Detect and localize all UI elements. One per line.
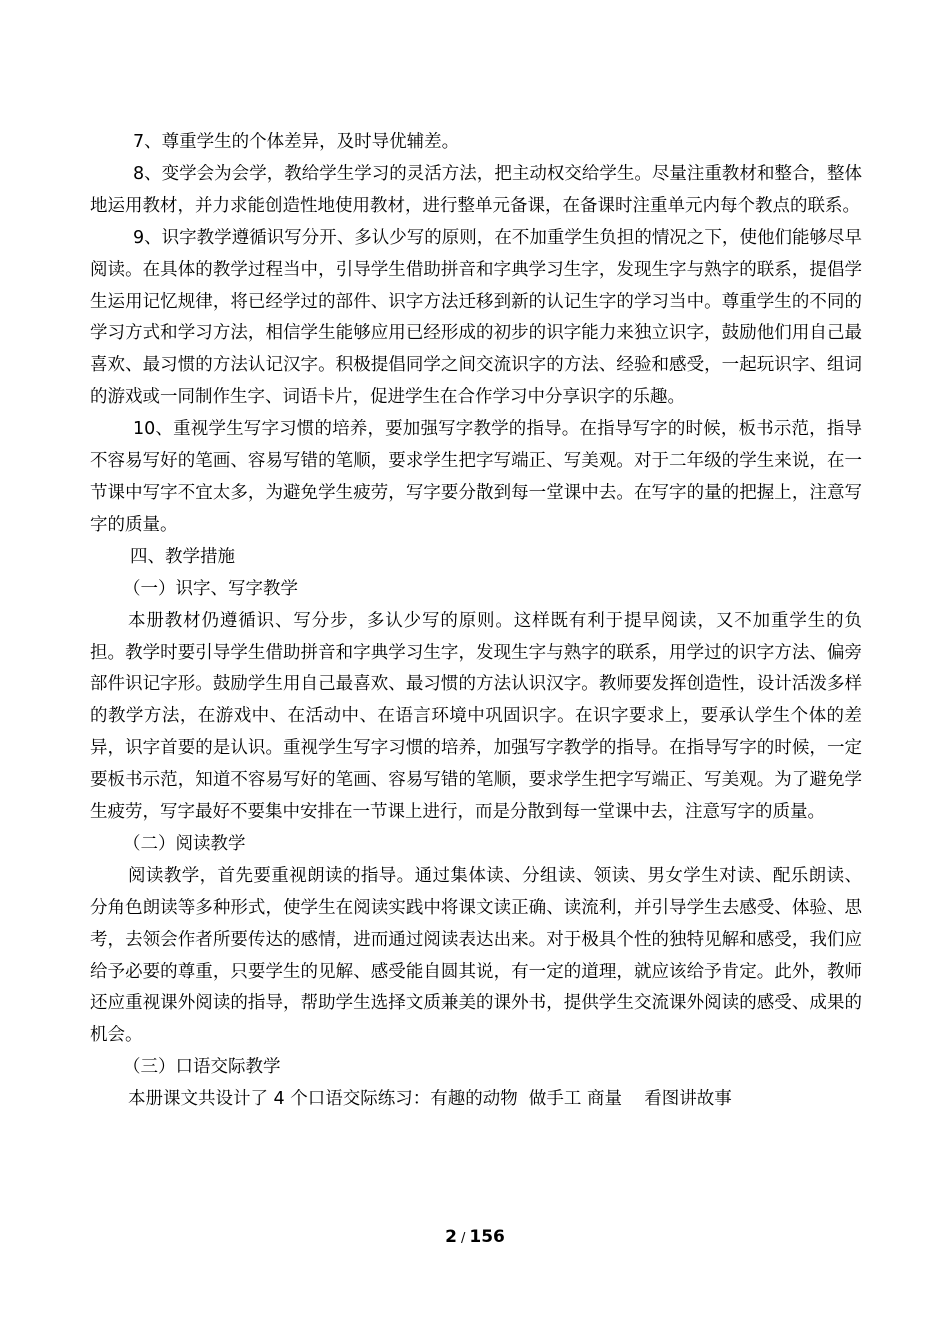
subheading-reading: （二）阅读教学 <box>123 833 246 854</box>
page-number-footer <box>0 1225 950 1251</box>
document-body <box>90 127 862 1116</box>
current-page-number: 2 <box>445 1227 457 1247</box>
paragraph-oral-communication: 本册课文共设计了 4 个口语交际练习：有趣的动物 做手工 商量 看图讲故事 <box>128 1089 732 1110</box>
total-page-count: 156 <box>469 1227 505 1247</box>
subheading-literacy-writing: （一）识字、写字教学 <box>123 578 298 599</box>
paragraph-item-10: 10、重视学生写字习惯的培养，要加强写字教学的指导。在指导写字的时候，板书示范，指导不容易写好的笔画、容易写错的笔顺，要求学生把字写端正、写美观。对于二年级的学生来说，在一节课中写字不宜太多，为避免学生疲劳，写字要分散到每一堂课中去。在写字的量的把握上，注意写字的质量。 <box>90 419 862 535</box>
paragraph-reading: 阅读教学，首先要重视朗读的指导。通过集体读、分组读、领读、男女学生对读、配乐朗读、分角色朗读等多种形式，使学生在阅读实践中将课文读正确、读流利，并引导学生去感受、体验、思考，去领会作者所要传达的感情，进而通过阅读表达出来。对于极具个性的独特见解和感受，我们应给予必要的尊重，只要学生的见解、感受能自圆其说，有一定的道理，就应该给予肯定。此外，教师还应重视课外阅读的指导，帮助学生选择文质兼美的课外书，提供学生交流课外阅读的感受、成果的机会。 <box>90 865 862 1046</box>
subheading-oral-communication: （三）口语交际教学 <box>123 1057 281 1078</box>
page-separator: / <box>460 1231 466 1246</box>
paragraph-item-8: 8、变学会为会学，教给学生学习的灵活方法，把主动权交给学生。尽量注重教材和整合，整体地运用教材，并力求能创造性地使用教材，进行整单元备课，在备课时注重单元内每个教点的联系。 <box>90 163 862 216</box>
paragraph-item-7: 7、尊重学生的个体差异，及时导优辅差。 <box>133 132 460 152</box>
paragraph-literacy-writing: 本册教材仍遵循识、写分步，多认少写的原则。这样既有利于提早阅读，又不加重学生的负担。教学时要引导学生借助拼音和字典学习生字，发现生字与熟字的联系，用学过的识字方法、偏旁部件识记字形。鼓励学生用自己最喜欢、最习惯的方法认识汉字。教师要发挥创造性，设计活泼多样的教学方法，在游戏中、在活动中、在语言环境中巩固识字。在识字要求上，要承认学生个体的差异，识字首要的是认识。重视学生写字习惯的培养，加强写字教学的指导。在指导写字的时候，一定要板书示范，知道不容易写好的笔画、容易写错的笔顺，要求学生把字写端正、写美观。为了避免学生疲劳，写字最好不要集中安排在一节课上进行，而是分散到每一堂课中去，注意写字的质量。 <box>90 610 862 823</box>
paragraph-item-9: 9、识字教学遵循识写分开、多认少写的原则，在不加重学生负担的情况之下，使他们能够尽早阅读。在具体的教学过程当中，引导学生借助拼音和字典学习生字，发现生字与熟字的联系，提倡学生运用记忆规律，将已经学过的部件、识字方法迁移到新的认记生字的学习当中。尊重学生的不同的学习方式和学习方法，相信学生能够应用已经形成的初步的识字能力来独立识字，鼓励他们用自己最喜欢、最习惯的方法认记汉字。积极提倡同学之间交流识字的方法、经验和感受，一起玩识字、组词的游戏或一同制作生字、词语卡片，促进学生在合作学习中分享识字的乐趣。 <box>90 227 862 408</box>
section-heading-measures: 四、教学措施 <box>130 546 235 567</box>
